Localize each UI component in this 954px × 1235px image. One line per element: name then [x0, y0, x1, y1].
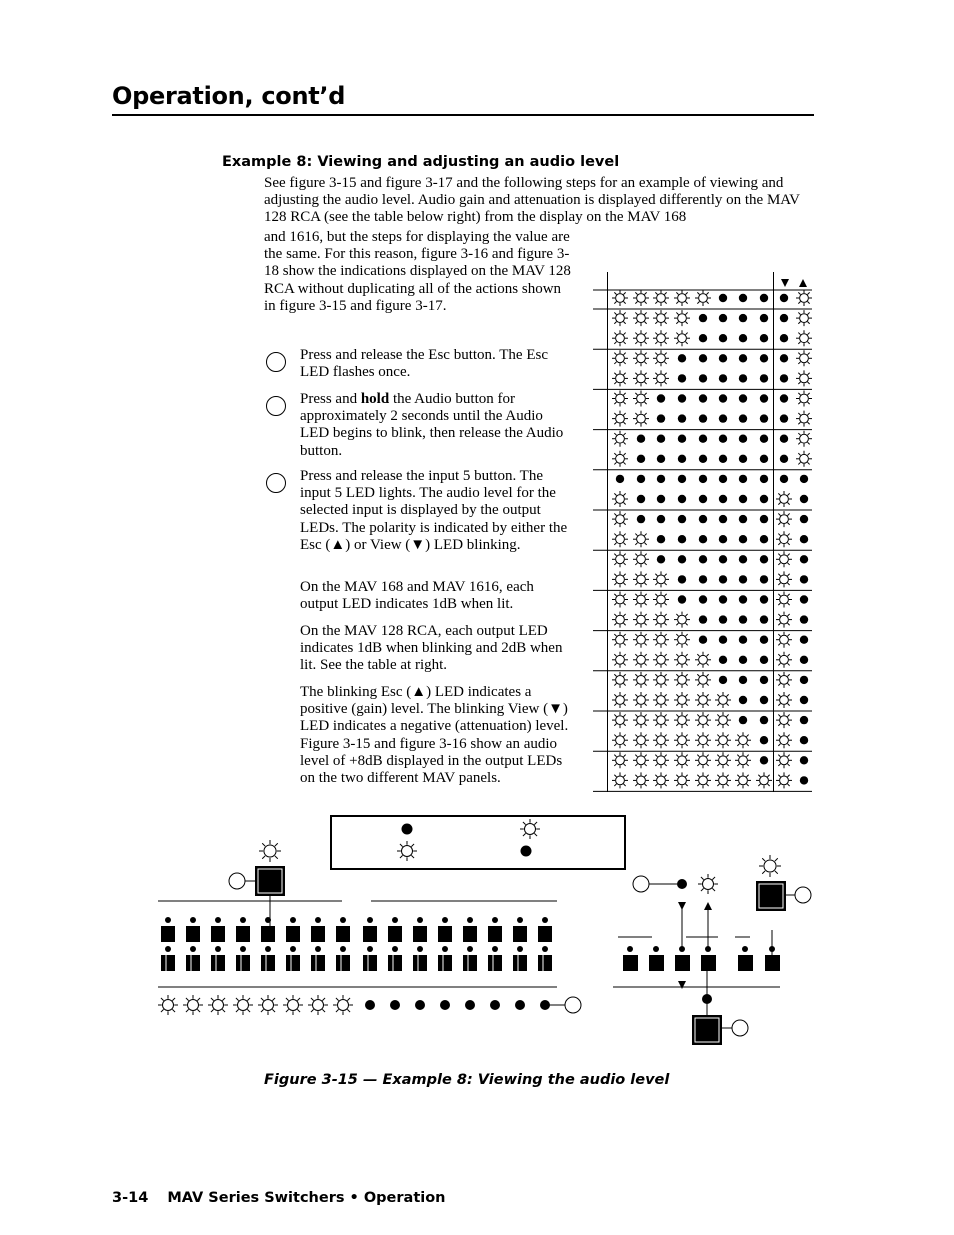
output-led-lit-icon [465, 1000, 475, 1010]
footer-text: MAV Series Switchers • Operation [167, 1190, 446, 1206]
step-1-text: Press and release the Esc button. The Esc LED flashes once. [300, 347, 548, 381]
input-button [513, 926, 527, 942]
input5-led-icon [259, 840, 281, 862]
control-button [649, 955, 664, 971]
input-button [488, 926, 502, 942]
button-led-icon [265, 946, 271, 952]
button-led-icon [315, 917, 321, 923]
note-polarity: The blinking Esc (▲) LED indicates a positive (gain) level. The blinking View (▼) LED indicates a negative (attenuation) level. Figure 3-15 and figure 3-16 show an audio level of +8dB displayed in the output LEDs on the two different MAV panels. [300, 684, 569, 787]
audio-button [756, 881, 786, 911]
esc-led-icon [677, 879, 687, 889]
button-led-icon [190, 917, 196, 923]
input-button [186, 926, 200, 942]
button-led-icon [367, 946, 373, 952]
output-led-lit-icon [490, 1000, 500, 1010]
step-2-text: Press and hold the Audio button for approximately 2 seconds until the Audio LED begins to blink, then release the Audio button. [300, 391, 564, 459]
output-led-blinking-icon [233, 995, 253, 1015]
output-button [261, 955, 275, 971]
page-number: 3-14 [112, 1190, 149, 1206]
output-button [286, 955, 300, 971]
button-led-icon [240, 946, 246, 952]
output-led-lit-icon [515, 1000, 525, 1010]
audio-control-button [765, 955, 780, 971]
button-led-icon [392, 917, 398, 923]
note-mav168: On the MAV 168 and MAV 1616, each output LED indicates 1dB when lit. [300, 579, 534, 613]
input-button [161, 926, 175, 942]
button-led-icon [417, 946, 423, 952]
button-led-icon [340, 917, 346, 923]
button-led-icon [442, 917, 448, 923]
button-led-icon [517, 946, 523, 952]
output-led-lit-icon [415, 1000, 425, 1010]
page-footer [112, 1190, 446, 1206]
output-button [336, 955, 350, 971]
input-button [211, 926, 225, 942]
output-button [413, 955, 427, 971]
output-button [186, 955, 200, 971]
output-led-blinking-icon [333, 995, 353, 1015]
output-led-blinking-icon [158, 995, 178, 1015]
esc-button [692, 1015, 722, 1045]
control-button [675, 955, 690, 971]
button-led-icon [165, 946, 171, 952]
audio-button-led-icon [759, 855, 781, 877]
input-button [286, 926, 300, 942]
step-3-text: Press and release the input 5 button. The input 5 LED lights. The audio level for the selected input is displayed by the output LEDs. The polarity is indicated by either the Esc (▲) or View (▼) LED blinking. [300, 468, 568, 553]
button-led-icon [517, 917, 523, 923]
step-1-callout [633, 876, 649, 892]
button-led-icon [467, 917, 473, 923]
control-button [623, 955, 638, 971]
output-led-blinking-icon [183, 995, 203, 1015]
control-button [701, 955, 716, 971]
figure-caption: Figure 3-15 — Example 8: Viewing the audio level [264, 1072, 670, 1088]
button-led-icon [467, 946, 473, 952]
button-led-icon [290, 946, 296, 952]
input-button [438, 926, 452, 942]
input-button [363, 926, 377, 942]
page-header-title: Operation, cont’d [112, 82, 346, 110]
button-led-icon [542, 946, 548, 952]
output-button [463, 955, 477, 971]
input-button [413, 926, 427, 942]
section-heading: Example 8: Viewing and adjusting an audio level [222, 154, 620, 170]
output-button [538, 955, 552, 971]
button-led-icon [315, 946, 321, 952]
output-led-blinking-icon [258, 995, 278, 1015]
output-led-lit-icon [390, 1000, 400, 1010]
button-led-icon [492, 946, 498, 952]
button-led-icon [542, 917, 548, 923]
output-button [513, 955, 527, 971]
output-led-blinking-icon [208, 995, 228, 1015]
output-led-blinking-icon [283, 995, 303, 1015]
small-down-arrow-icon [678, 981, 686, 989]
intro-paragraph-2: and 1616, but the steps for displaying the value are the same. For this reason, figure 3-16 and figure 3-18 show the indications displayed on the MAV 128 RCA without duplicating all of the actions shown in figure 3-15 and figure 3-17. [264, 229, 571, 314]
output-button [388, 955, 402, 971]
control-led-icon [627, 946, 633, 952]
output-button [311, 955, 325, 971]
button-led-icon [190, 946, 196, 952]
input-button [388, 926, 402, 942]
button-led-icon [240, 917, 246, 923]
input-button [538, 926, 552, 942]
output-button [236, 955, 250, 971]
button-led-icon [392, 946, 398, 952]
output-led-lit-icon [440, 1000, 450, 1010]
output-button [161, 955, 175, 971]
note-mav128: On the MAV 128 RCA, each output LED indicates 1dB when blinking and 2dB when lit. See the table at right. [300, 623, 563, 674]
step-1-esc-callout [732, 1020, 748, 1036]
button-led-icon [492, 917, 498, 923]
button-led-icon [367, 917, 373, 923]
input-button [463, 926, 477, 942]
control-led-icon [653, 946, 659, 952]
button-led-icon [290, 917, 296, 923]
audio-led-icon [698, 874, 718, 894]
button-led-icon [165, 917, 171, 923]
output-button [488, 955, 502, 971]
button-led-icon [442, 946, 448, 952]
intro-paragraph-1: See figure 3-15 and figure 3-17 and the following steps for an example of viewing and adjusting the audio level. Audio gain and attenuation is displayed differently on the MAV 128 RCA (see the table below right) from the display on the MAV 168 [264, 175, 800, 226]
output-button [211, 955, 225, 971]
input-5-button [255, 866, 285, 896]
input-button [311, 926, 325, 942]
control-led-icon [742, 946, 748, 952]
button-led-icon [417, 917, 423, 923]
input-button [261, 926, 275, 942]
output-button [438, 955, 452, 971]
output-button [363, 955, 377, 971]
button-led-icon [215, 946, 221, 952]
output-led-blinking-icon [308, 995, 328, 1015]
step-3-callout [229, 873, 245, 889]
step-3-output-callout [565, 997, 581, 1013]
audio-control-button [738, 955, 753, 971]
input-button [336, 926, 350, 942]
button-led-icon [215, 917, 221, 923]
output-led-lit-icon [365, 1000, 375, 1010]
input-button [236, 926, 250, 942]
button-led-icon [340, 946, 346, 952]
step-2-callout [795, 887, 811, 903]
